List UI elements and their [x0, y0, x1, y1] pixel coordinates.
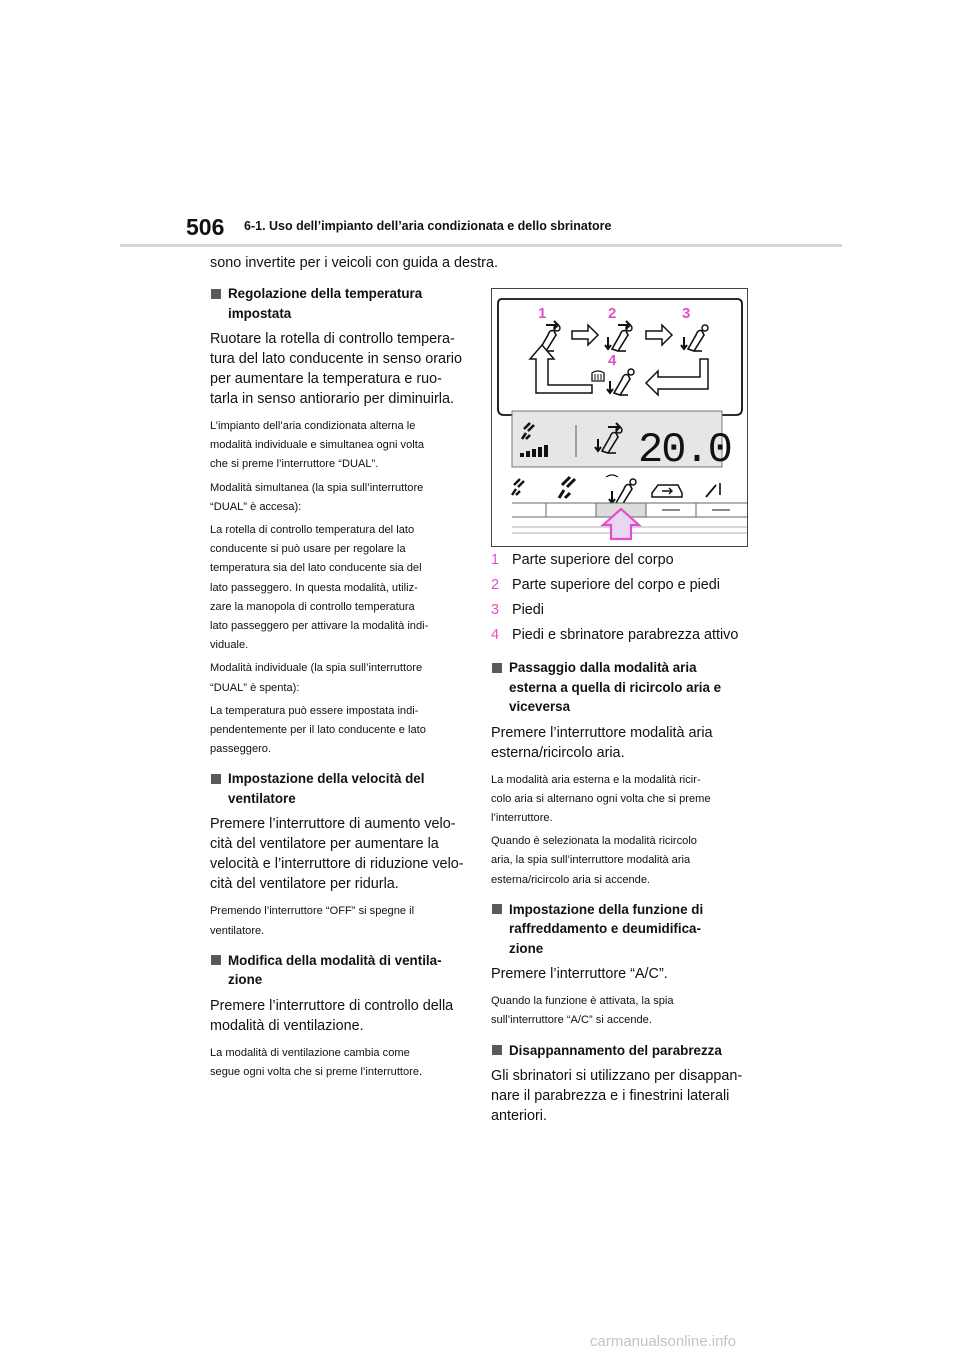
section-heading-cooling: Impostazione della funzione di raffreddamento e deumidifica- zione: [491, 900, 753, 959]
section-heading-fan-speed: [210, 769, 468, 808]
recirculation-icon: [652, 485, 682, 497]
note-text: La modalità di ventilazione cambia come segue ogni volta che si preme l’interruttore.: [210, 1046, 423, 1079]
fan-high-button-icon: [559, 477, 575, 498]
heading-line: Regolazione della temperatura: [228, 286, 423, 301]
bullet-square-icon: [492, 904, 502, 914]
mode-label-3: 3: [682, 305, 691, 322]
left-column: [210, 280, 468, 1082]
note-text: La modalità aria esterna e la modalità ricir- colo aria si alternano ogni volta che si preme l’interruttore.: [491, 773, 711, 824]
bullet-square-icon: [211, 289, 221, 299]
running-title: 6-1. Uso dell’impianto dell’aria condizionata e dello sbrinatore: [244, 219, 612, 233]
bullet-square-icon: [211, 955, 221, 965]
body-text: Premere l’interruttore modalità aria esterna/ricircolo aria.: [491, 724, 713, 761]
legend-item: 2 Parte superiore del corpo e piedi: [491, 577, 720, 593]
page-number: 506: [186, 214, 225, 240]
section-heading-ventilation-mode: [210, 951, 468, 990]
note-text: La temperatura può essere impostata indi- pendentemente per il lato conducente e lato passeggero.: [210, 704, 426, 756]
bullet-square-icon: [211, 774, 221, 784]
mode-button-icon: [606, 475, 636, 505]
heading-line: ventilatore: [228, 790, 296, 806]
watermark: carmanualsonline.info: [590, 1333, 736, 1350]
mode-label-1: 1: [538, 305, 547, 322]
legend-item: 1 Parte superiore del corpo: [491, 552, 674, 568]
heading-line: impostata: [228, 305, 292, 321]
bullet-square-icon: [492, 663, 502, 673]
body-text: Ruotare la rotella di controllo tempera- tura del lato conducente in senso orario per aumentare la temperatura e ruo- tarla in senso antiorario per diminuirla.: [210, 331, 462, 407]
body-text: Premere l’interruttore di controllo della modalità di ventilazione.: [210, 997, 454, 1034]
note-text: Quando la funzione è attivata, la spia sull’interruttore “A/C” si accende.: [491, 995, 674, 1027]
note-text: L’impianto dell’aria condizionata alterna le modalità individuale e simultanea ogni volta che si preme l’interruttore “DUAL”.: [210, 420, 424, 471]
note-text: Modalità simultanea (la spia sull’interruttore “DUAL” è accesa):: [210, 481, 424, 513]
note-text: Quando è selezionata la modalità ricircolo aria, la spia sull’interruttore modalità aria esterna/ricircolo aria si accende.: [491, 835, 697, 886]
heading-line: zione: [228, 972, 263, 988]
mode-label-4: 4: [608, 352, 617, 369]
body-text: Gli sbrinatori si utilizzano per disappan- nare il parabrezza e i finestrini laterali anteriori.: [491, 1068, 743, 1125]
note-text: La rotella di controllo temperatura del lato conducente si può usare per regolare la temperatura sia del lato conducente sia del lato passeggero. In questa modalità, utiliz- zare la manopola di controllo temperatura lato passeggero per attivare la modalità indi- viduale.: [210, 524, 429, 652]
body-text: Premere l’interruttore di aumento velo- cità del ventilatore per aumentare la velocità e l’interruttore di riduzione velo- cità del ventilatore per ridurla.: [210, 816, 464, 893]
ac-button-icon: [706, 483, 720, 497]
note-text: Premendo l’interruttore “OFF” si spegne il ventilatore.: [210, 905, 415, 937]
body-text: Premere l’interruttore “A/C”.: [491, 966, 668, 983]
bullet-square-icon: [492, 1045, 502, 1055]
temperature-display: 20.0: [638, 426, 731, 474]
note-text: Modalità individuale (la spia sull’interruttore “DUAL” è spenta):: [210, 662, 423, 694]
ventilation-mode-figure: [491, 288, 748, 547]
legend-item: 4 Piedi e sbrinatore parabrezza attivo: [491, 627, 739, 643]
section-heading-temperature: [210, 284, 468, 323]
legend-item: 3 Piedi: [491, 602, 544, 618]
fan-low-button-icon: [512, 479, 524, 495]
right-column: [491, 550, 753, 1126]
heading-line: Impostazione della velocità del: [228, 771, 425, 787]
header-rule: [120, 244, 842, 247]
mode-label-2: 2: [608, 305, 617, 322]
heading-line: Modifica della modalità di ventila-: [228, 952, 442, 968]
section-heading-windshield-defog: Disappannamento del parabrezza: [491, 1041, 753, 1061]
lead-text: sono invertite per i veicoli con guida a destra.: [210, 255, 498, 271]
legend-list: [491, 550, 753, 645]
section-heading-air-intake: Passaggio dalla modalità aria esterna a quella di ricircolo aria e viceversa: [491, 658, 753, 717]
